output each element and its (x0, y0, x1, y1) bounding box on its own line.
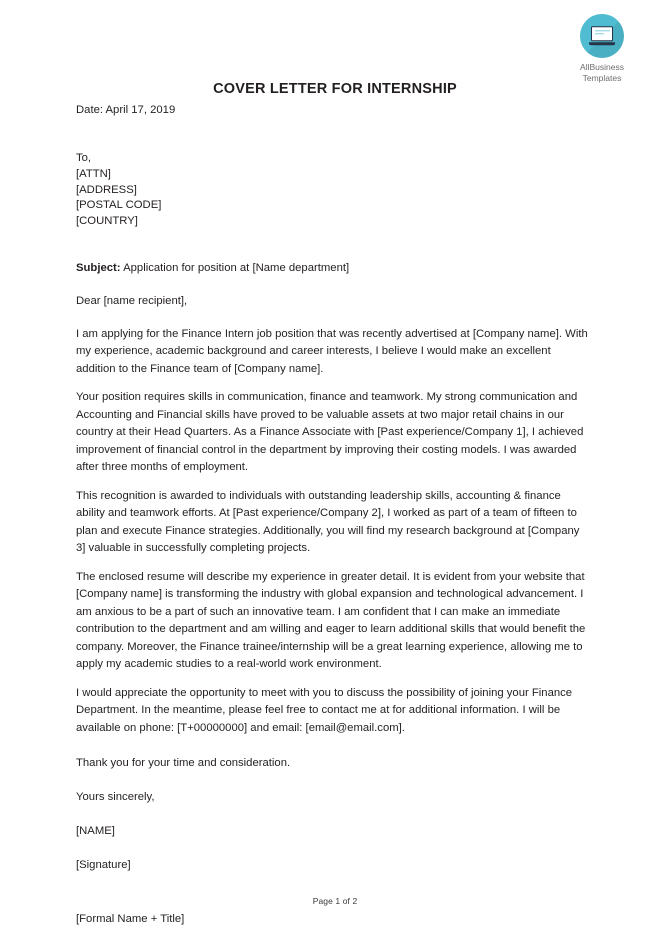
brand-name-line-1: AllBusiness (580, 62, 624, 72)
recipient-line-country: [COUNTRY] (76, 215, 138, 228)
paragraph: The enclosed resume will describe my experience in greater detail. It is evident from your website that [Company name] is transforming the industry with global expansion and technological advancement. I am anxious to be a part of such an innovative team. I am confident that I can make an immediate contribution to the department and am willing and eager to learn additional skills that would benefit the company. Moreover, the Finance trainee/internship will be a great learning experience, allowing me to apply my academic studies to a real-world work environment. (76, 570, 586, 671)
logo-circle (580, 14, 624, 58)
paragraph: Your position requires skills in communication, finance and teamwork. My strong communication and Accounting and Financial skills have proved to be valuable assets at two major retail chains in our country at their Head Quarters. As a Finance Associate with [Past experience/Company 1], I achieved improvement of financial control in the department by improving their costing models. I was awarded after three months of employment. (76, 391, 584, 474)
formal-name-placeholder: [Formal Name + Title] (76, 913, 185, 926)
recipient-address-block (76, 151, 591, 230)
brand-name-line-2: Templates (582, 72, 622, 83)
laptop-base (589, 42, 615, 45)
recipient-line-address: [ADDRESS] (76, 183, 137, 196)
subject-text: Application for position at [Name department] (120, 261, 350, 274)
paragraph: I would appreciate the opportunity to meet with you to discuss the possibility of joining your Finance Department. In the meantime, please feel free to contact me at for additional information. I will be available on phone: [T+00000000] and email: [email@email.com]. (76, 686, 573, 734)
signature-placeholder: [Signature] (76, 859, 131, 872)
page-title: COVER LETTER FOR INTERNSHIP (213, 81, 457, 97)
name-placeholder: [NAME] (76, 825, 115, 838)
brand-name (556, 62, 648, 83)
subject-line (76, 260, 591, 276)
date-line: Date: April 17, 2019 (76, 104, 176, 116)
recipient-line-attn: [ATTN] (76, 167, 111, 180)
recipient-line-postal-code: [POSTAL CODE] (76, 199, 162, 212)
letter-body (76, 102, 591, 927)
subject-label: Subject: (76, 261, 121, 274)
sign-off-line: Yours sincerely, (76, 791, 155, 804)
laptop-icon (589, 26, 615, 45)
paragraph: I am applying for the Finance Intern job position that was recently advertised at [Company name]. With my experience, academic background and career interests, I believe I would make an excellent addition to the Finance team of [Company name]. (76, 327, 588, 375)
salutation: Dear [name recipient], (76, 294, 188, 307)
brand-logo (556, 14, 648, 83)
paragraph: This recognition is awarded to individuals with outstanding leadership skills, accounting & finance ability and teamwork efforts. At [Past experience/Company 2], I worked as part of a team of fifteen to plan and execute Finance strategies. Additionally, you will find my research background at [Company 3] valuable in successfully completing projects. (76, 489, 580, 555)
recipient-line-to: To, (76, 152, 92, 164)
laptop-screen-line (595, 33, 604, 35)
letter-paragraphs (76, 326, 591, 738)
page-footer: Page 1 of 2 (312, 896, 358, 906)
laptop-screen-line (595, 30, 610, 32)
laptop-screen (591, 26, 613, 41)
thank-you-line: Thank you for your time and consideration. (76, 757, 291, 770)
